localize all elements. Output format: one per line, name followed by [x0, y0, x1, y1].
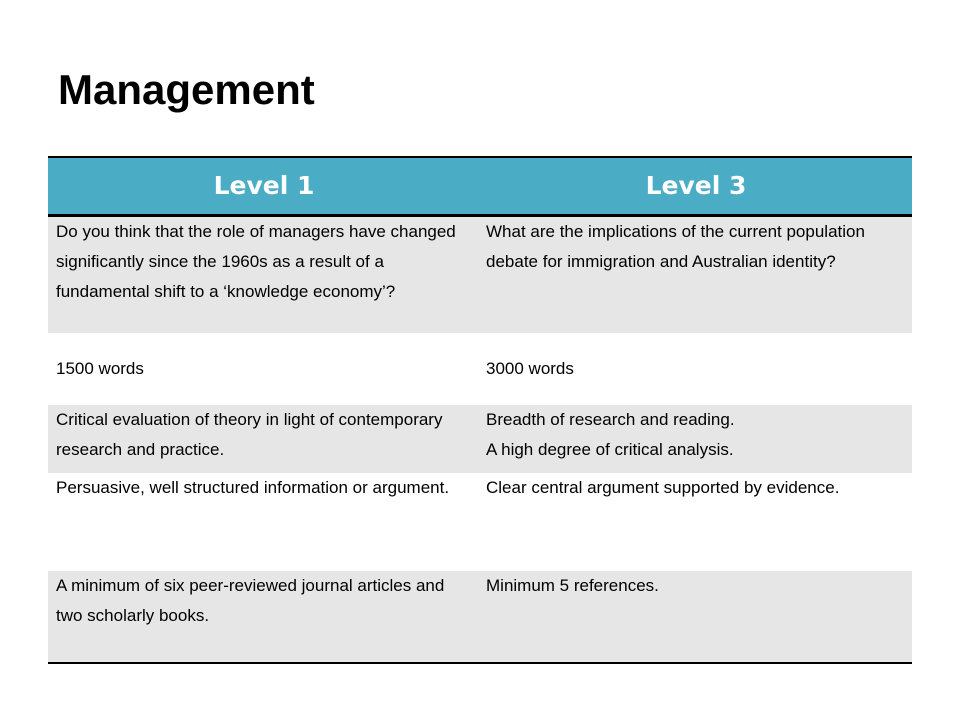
cell-word-count-level-3: 3000 words	[486, 359, 574, 378]
comparison-table-container	[48, 156, 912, 664]
table-row-word-count	[48, 333, 912, 405]
cell-references-level-3: Minimum 5 references.	[480, 571, 912, 663]
table-row-argument	[48, 473, 912, 571]
cell-question-level-3: What are the implications of the current population debate for immigration and Australian identity?	[486, 221, 865, 271]
cell-evaluation-level-3-line-2: A high degree of critical analysis.	[486, 440, 734, 459]
header-level-3: Level 3	[480, 157, 912, 215]
table-header-row	[48, 157, 912, 215]
table-row-evaluation	[48, 405, 912, 473]
table-row-references	[48, 571, 912, 663]
cell-word-count-level-1: 1500 words	[56, 359, 144, 378]
comparison-table	[48, 156, 912, 664]
cell-references-level-1: A minimum of six peer-reviewed journal articles and two scholarly books.	[48, 571, 480, 663]
cell-argument-level-3: Clear central argument supported by evidence.	[486, 478, 840, 497]
cell-evaluation-level-3-line-1: Breadth of research and reading.	[486, 410, 735, 429]
cell-question-level-1: Do you think that the role of managers have changed significantly since the 1960s as a result of a fundamental shift to a ‘knowledge economy’?	[56, 221, 456, 301]
slide-title: Management	[58, 66, 315, 113]
cell-argument-level-1: Persuasive, well structured information or argument.	[56, 478, 450, 497]
header-level-1: Level 1	[48, 157, 480, 215]
cell-evaluation-level-1: Critical evaluation of theory in light of contemporary research and practice.	[56, 410, 443, 459]
table-row-question	[48, 215, 912, 333]
cell-evaluation-level-3	[480, 405, 912, 473]
